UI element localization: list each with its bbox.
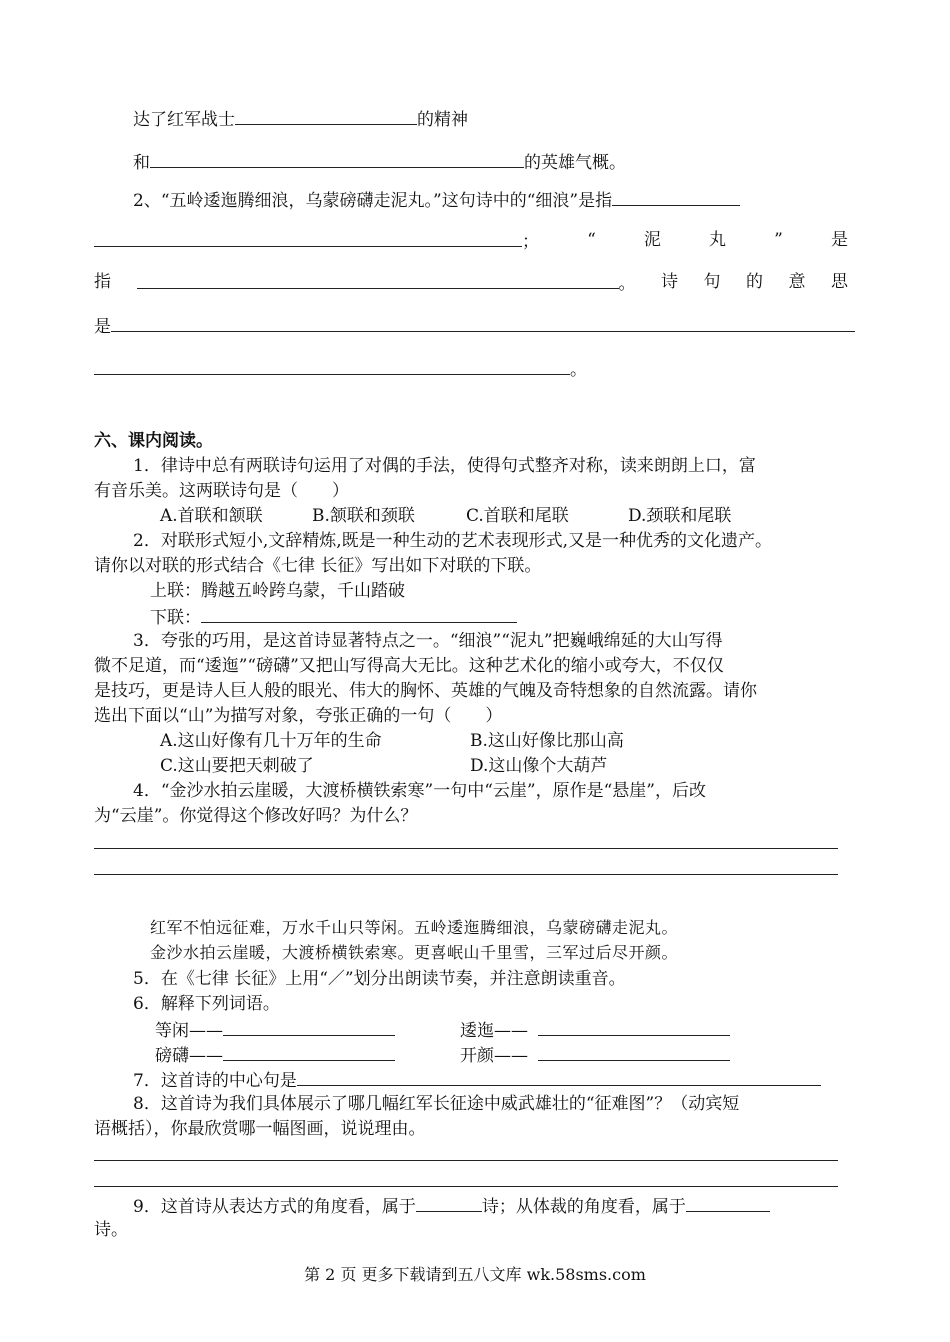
- q9-line-2: 诗。: [94, 1220, 128, 1240]
- couplet-lower-label: 下联：: [150, 608, 201, 628]
- couplet-lower-line: [150, 605, 517, 629]
- q6-word-1: [155, 1018, 395, 1042]
- q3-option-c[interactable]: C.这山要把天刺破了: [160, 756, 314, 776]
- q1-line-1: 1．律诗中总有两联诗句运用了对偶的手法，使得句式整齐对称，读来朗朗上口，富: [133, 456, 756, 476]
- q2-semicolon: ；: [522, 232, 539, 252]
- q9-blank-genre[interactable]: [686, 1194, 770, 1212]
- q3-option-d[interactable]: D.这山像个大葫芦: [470, 756, 608, 776]
- q2-end: 。: [570, 360, 587, 380]
- q4-line-2: 为“云崖”。你觉得这个修改好吗？为什么？: [94, 806, 418, 826]
- q3-line-4: 选出下面以“山”为描写对象，夸张正确的一句（ ）: [94, 706, 503, 726]
- q9-line-1: [133, 1194, 770, 1218]
- q1-option-c[interactable]: C.首联和尾联: [466, 506, 569, 526]
- q8-line-1: 8．这首诗为我们具体展示了哪几幅红军长征途中威武雄壮的“征难图”？（动宾短: [133, 1094, 740, 1114]
- q6-word-4-label: 开颜——: [460, 1046, 528, 1066]
- poem-line-1: 红军不怕远征难，万水千山只等闲。五岭逶迤腾细浪，乌蒙磅礴走泥丸。: [150, 918, 679, 937]
- q2-quote-open: “: [587, 230, 596, 250]
- q6-word-3-label: 磅礴——: [155, 1046, 223, 1066]
- q3-option-b[interactable]: B.这山好像比那山高: [470, 731, 624, 751]
- blank-xilang-2[interactable]: [94, 229, 522, 247]
- couplet-lower-input[interactable]: [201, 605, 517, 623]
- q3-option-a[interactable]: A.这山好像有几十万年的生命: [160, 731, 382, 751]
- q2-meaning-char: 的: [746, 272, 763, 292]
- q6-word-1-label: 等闲——: [155, 1021, 223, 1041]
- blank-spirit[interactable]: [235, 107, 417, 125]
- q6-word-4: [460, 1043, 730, 1067]
- q1-option-b[interactable]: B.颔联和颈联: [312, 506, 415, 526]
- q3-line-1: 3．夸张的巧用，是这首诗显著特点之一。“细浪”“泥丸”把巍峨绵延的大山写得: [133, 631, 723, 651]
- blank-xilang-1[interactable]: [612, 188, 740, 206]
- top-line-1-prefix: 达了红军战士: [133, 110, 235, 130]
- q7-label: 7．这首诗的中心句是: [133, 1071, 297, 1091]
- blank-niwan[interactable]: [137, 271, 619, 289]
- q7-input[interactable]: [297, 1068, 821, 1086]
- q6-word-3: [155, 1043, 395, 1067]
- q2-s6-line-1: 2．对联形式短小,文辞精炼,既是一种生动的艺术表现形式,又是一种优秀的文化遗产。: [133, 531, 773, 551]
- q1-option-a[interactable]: A.首联和颔联: [160, 506, 263, 526]
- q2-quote-close: ”: [774, 230, 783, 250]
- q2-top-line: [133, 188, 740, 212]
- q2-line-4: [94, 314, 855, 338]
- q9-middle: 诗；从体裁的角度看，属于: [481, 1197, 686, 1217]
- q2-meaning-char: 诗: [661, 272, 678, 292]
- q1-line-2: 有音乐美。这两联诗句是（ ）: [94, 481, 349, 501]
- q3-line-3: 是技巧，更是诗人巨人般的眼光、伟大的胸怀、英雄的气魄及奇特想象的自然流露。请你: [94, 681, 757, 701]
- top-line-2: [133, 150, 626, 174]
- couplet-upper: 上联：腾越五岭跨乌蒙，千山踏破: [150, 581, 405, 601]
- q6-word-3-input[interactable]: [223, 1043, 395, 1061]
- q7-line: [133, 1068, 821, 1092]
- q5-line: 5．在《七律 长征》上用“／”划分出朗读节奏，并注意朗读重音。: [133, 969, 626, 989]
- q2-shi: 是: [830, 230, 848, 250]
- q2-line-2: [94, 229, 848, 253]
- top-line-2-suffix: 的英雄气概。: [524, 153, 626, 173]
- q2-s6-line-2: 请你以对联的形式结合《七律 长征》写出如下对联的下联。: [94, 556, 542, 576]
- top-line-2-prefix: 和: [133, 153, 150, 173]
- top-line-1: [133, 107, 468, 131]
- blank-meaning-1[interactable]: [111, 314, 855, 332]
- section-heading: 六、课内阅读。: [94, 431, 213, 451]
- page-footer: 第 2 页 更多下载请到五八文库 wk.58sms.com: [304, 1265, 646, 1284]
- q6-word-2-label: 逶迤——: [460, 1021, 528, 1041]
- q2-line-3: [94, 271, 848, 295]
- q3-line-2: 微不足道，而“逶迤”“磅礴”又把山写得高大无比。这种艺术化的缩小或夸大，不仅仅: [94, 656, 724, 676]
- q2-meaning-char: 意: [788, 272, 806, 292]
- q2-line-5: [94, 357, 587, 381]
- q2-top-text: 2、“五岭逶迤腾细浪，乌蒙磅礴走泥丸。”这句诗中的“细浪”是指: [133, 191, 613, 211]
- q6-word-4-input[interactable]: [538, 1043, 730, 1061]
- q8-answer-line-1[interactable]: [94, 1160, 838, 1161]
- q6-line: 6．解释下列词语。: [133, 994, 280, 1014]
- blank-heroic[interactable]: [150, 150, 524, 168]
- q2-zhi: 指: [94, 272, 111, 292]
- q2-ni: 泥: [643, 230, 661, 250]
- q8-line-2: 语概括），你最欣赏哪一幅图画，说说理由。: [94, 1119, 426, 1139]
- q1-option-d[interactable]: D.颈联和尾联: [628, 506, 732, 526]
- q9-prefix: 9．这首诗从表达方式的角度看，属于: [133, 1197, 416, 1217]
- poem-line-2: 金沙水拍云崖暖，大渡桥横铁索寒。更喜岷山千里雪，三军过后尽开颜。: [150, 943, 679, 962]
- q2-meaning-char: 句: [703, 272, 721, 292]
- q2-wan: 丸: [709, 230, 727, 250]
- top-line-1-suffix: 的精神: [417, 110, 468, 130]
- q6-word-2: [460, 1018, 730, 1042]
- q4-answer-line-2[interactable]: [94, 874, 838, 875]
- q6-word-2-input[interactable]: [538, 1018, 730, 1036]
- q8-answer-line-2[interactable]: [94, 1186, 838, 1187]
- blank-meaning-2[interactable]: [94, 357, 570, 375]
- q2-meaning-char: 思: [831, 272, 848, 292]
- q6-word-1-input[interactable]: [223, 1018, 395, 1036]
- q4-line-1: 4．“金沙水拍云崖暖，大渡桥横铁索寒”一句中“云崖”，原作是“悬崖”，后改: [133, 781, 706, 801]
- q2-period: 。: [618, 274, 636, 294]
- q9-blank-expression[interactable]: [416, 1194, 482, 1212]
- q4-answer-line-1[interactable]: [94, 848, 838, 849]
- q2-shi-2: 是: [94, 317, 111, 337]
